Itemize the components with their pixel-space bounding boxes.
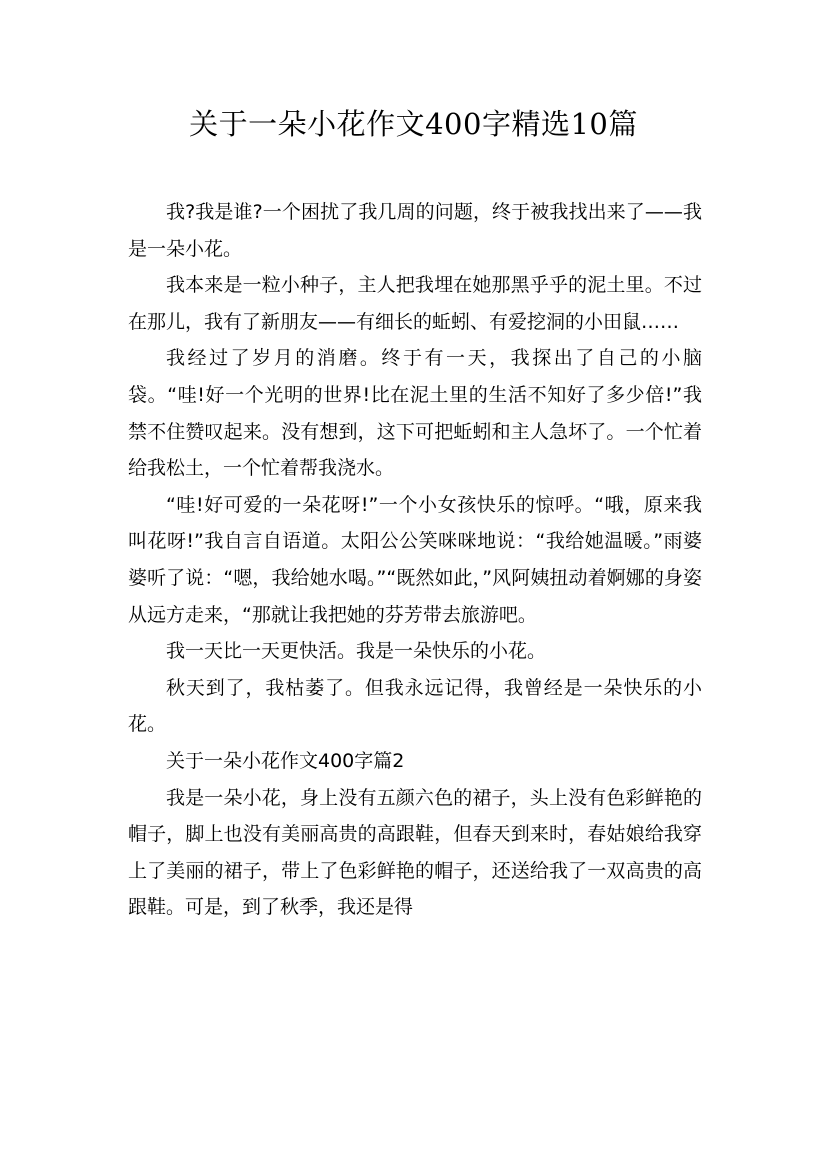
paragraph-4: “哇!好可爱的一朵花呀!”一个小女孩快乐的惊呼。“哦，原来我叫花呀!”我自言自语道。太阳公公笑咪咪地说：“我给她温暖。”雨婆婆听了说：“嗯，我给她水喝。”“既然如此，”风阿姨扭动着婀娜的身姿从远方走来，“那就让我把她的芬芳带去旅游吧。 [128,493,702,626]
paragraph-1: 我?我是谁?一个困扰了我几周的问题，终于被我找出来了——我是一朵小花。 [128,201,702,260]
paragraph-7: 我是一朵小花，身上没有五颜六色的裙子，头上没有色彩鲜艳的帽子，脚上也没有美丽高贵的高跟鞋，但春天到来时，春姑娘给我穿上了美丽的裙子，带上了色彩鲜艳的帽子，还送给我了一双高贵的高跟鞋。可是，到了秋季，我还是得 [128,786,702,919]
document-title: 关于一朵小花作文400字精选10篇 [189,107,638,141]
section-heading: 关于一朵小花作文400字篇2 [166,749,405,772]
paragraph-6: 秋天到了，我枯萎了。但我永远记得，我曾经是一朵快乐的小花。 [128,676,702,736]
paragraph-2: 我本来是一粒小种子，主人把我埋在她那黑乎乎的泥土里。不过在那儿，我有了新朋友——有细长的蚯蚓、有爱挖洞的小田鼠…… [128,274,702,333]
document-body [128,194,702,926]
paragraph-3: 我经过了岁月的消磨。终于有一天，我探出了自己的小脑袋。“哇!好一个光明的世界!比在泥土里的生活不知好了多少倍!”我禁不住赞叹起来。没有想到，这下可把蚯蚓和主人急坏了。一个忙着给我松土，一个忙着帮我浇水。 [128,347,702,480]
paragraph-5: 我一天比一天更快活。我是一朵快乐的小花。 [166,640,547,663]
